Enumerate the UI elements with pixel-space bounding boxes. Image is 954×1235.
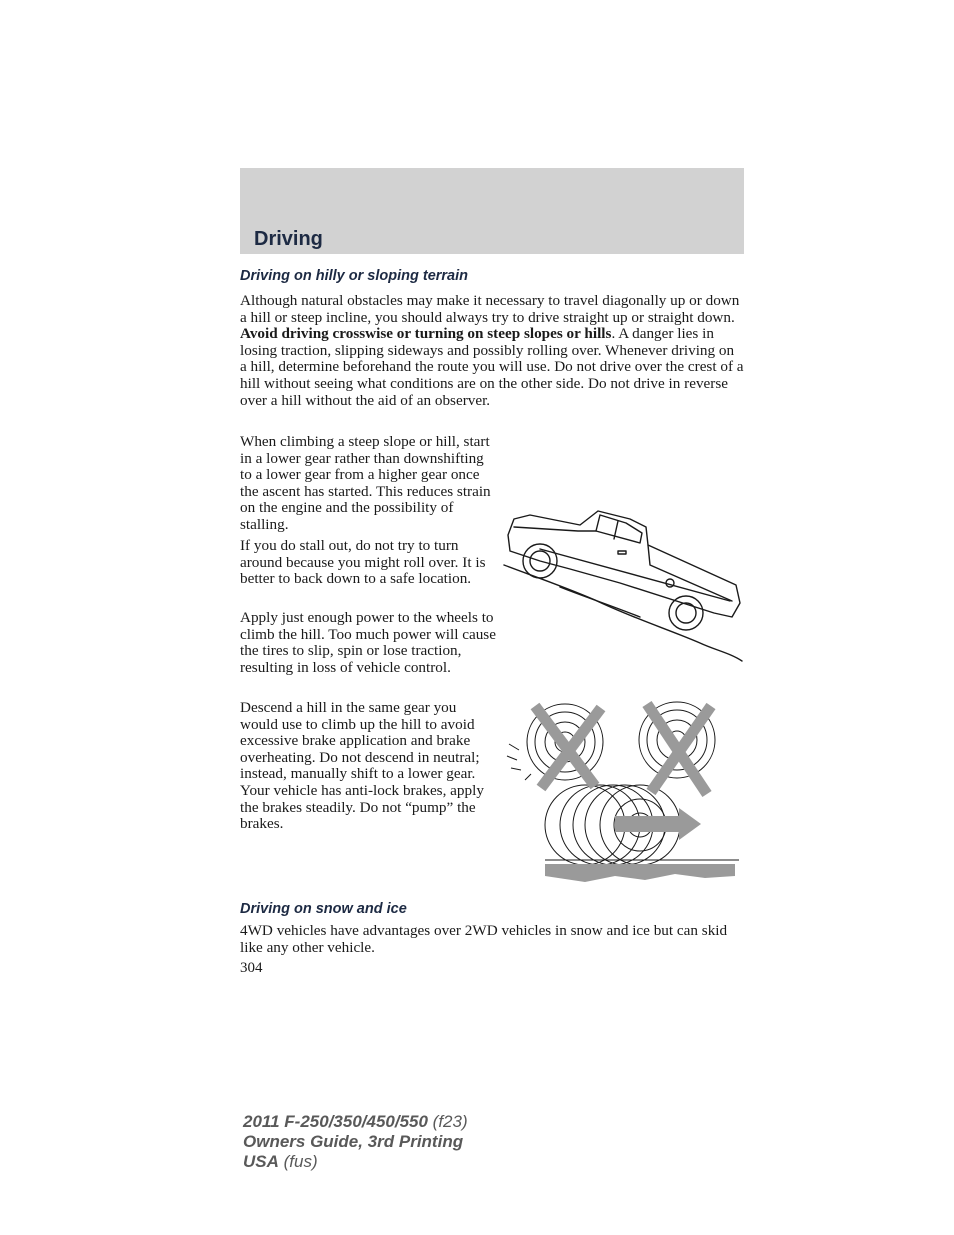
footer-line-3 xyxy=(243,1152,468,1172)
paragraph-climbing: When climbing a steep slope or hill, start in a lower gear rather than downshifting to a lower gear from a higher gear once the ascent has started. This reduces strain on the engine and the possibility of stalling. xyxy=(240,433,491,533)
heading-snow-ice: Driving on snow and ice xyxy=(240,901,407,917)
document-footer xyxy=(243,1112,468,1172)
paragraph-hill-intro xyxy=(240,293,744,409)
heading-hilly-terrain: Driving on hilly or sloping terrain xyxy=(240,268,468,284)
section-title: Driving xyxy=(254,228,323,250)
paragraph-hill-intro-part2: . A danger lies in losing traction, slipping sideways and possibly rolling over. Whenever driving on a hill, determine beforehand the route you will use. Do not drive over the crest of a hill without seeing what conditions are on the other side. Do not drive in reverse over a hill without the aid of an observer. xyxy=(240,325,744,409)
paragraph-hill-intro-warning: Avoid driving crosswise or turning on steep slopes or hills xyxy=(240,325,612,343)
truck-on-hill-illustration xyxy=(500,505,746,665)
footer-model: 2011 F-250/350/450/550 xyxy=(243,1112,428,1131)
paragraph-snow-ice: 4WD vehicles have advantages over 2WD vehicles in snow and ice but can skid like any other vehicle. xyxy=(240,922,728,956)
paragraph-descend: Descend a hill in the same gear you would use to climb up the hill to avoid excessive brake application and brake overheating. Do not descend in neutral; instead, manually shift to a lower gear. Your vehicle has anti-lock brakes, apply the brakes steadily. Do not “pump” the brakes. xyxy=(240,699,484,833)
footer-region: USA xyxy=(243,1152,279,1171)
footer-line-1 xyxy=(243,1112,468,1132)
footer-model-code: (f23) xyxy=(427,1112,468,1131)
paragraph-power: Apply just enough power to the wheels to climb the hill. Too much power will cause the tires to slip, spin or lose traction, resulting in loss of vehicle control. xyxy=(240,609,496,676)
paragraph-stall: If you do stall out, do not try to turn around because you might roll over. It is better to back down to a safe location. xyxy=(240,537,486,588)
paragraph-hill-intro-part1: Although natural obstacles may make it necessary to travel diagonally up or down a hill or steep incline, you should always try to drive straight up or straight down. xyxy=(240,292,740,326)
footer-region-code: (fus) xyxy=(278,1152,318,1171)
footer-line-2: Owners Guide, 3rd Printing xyxy=(243,1132,464,1151)
page-number: 304 xyxy=(240,960,263,976)
section-header-band xyxy=(240,168,744,254)
wheel-slip-illustration xyxy=(505,700,745,885)
